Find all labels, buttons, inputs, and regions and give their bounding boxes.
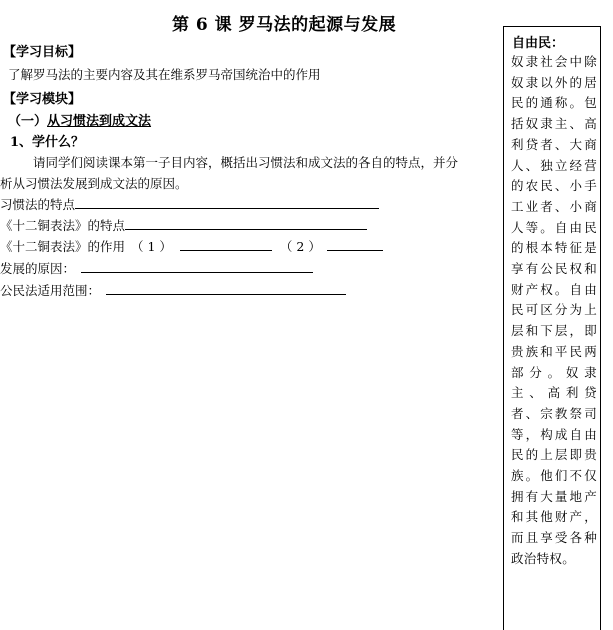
civil-law-scope-row: [0, 281, 346, 299]
twelve-tables-role-label: 《十二铜表法》的作用: [0, 239, 126, 254]
civil-law-scope-label: 公民法适用范围：: [0, 283, 101, 298]
role-blank-1[interactable]: [180, 238, 272, 251]
page-title: 第 6 课 罗马法的起源与发展: [172, 15, 397, 35]
customary-law-blank[interactable]: [75, 196, 379, 209]
section-heading: [8, 110, 151, 129]
development-reason-label: 发展的原因：: [0, 261, 76, 276]
instruction-line-1: 请同学们阅读课本第一子目内容，概括出习惯法和成文法的各自的特点，并分: [33, 155, 459, 170]
objectives-text: 了解罗马法的主要内容及其在维系罗马帝国统治中的作用: [8, 67, 321, 82]
subheading: 1、学什么？: [10, 135, 85, 150]
role-marker-2: （ 2 ）: [279, 239, 321, 254]
section-label: （一）: [8, 114, 48, 129]
section-title: 从习惯法到成文法: [47, 114, 152, 129]
twelve-tables-features-blank[interactable]: [125, 217, 367, 230]
development-reason-blank[interactable]: [81, 260, 313, 273]
twelve-tables-role-row: [0, 237, 383, 255]
instruction-line-2: 析从习惯法发展到成文法的原因。: [0, 176, 188, 191]
modules-heading: 【学习模块】: [3, 92, 82, 107]
glossary-sidebar: [503, 26, 601, 630]
objectives-heading: 【学习目标】: [3, 45, 82, 60]
role-blank-2[interactable]: [327, 238, 383, 251]
civil-law-scope-blank[interactable]: [106, 282, 346, 295]
development-reason-row: [0, 259, 313, 277]
sidebar-title: 自由民：: [512, 36, 565, 51]
twelve-tables-features-row: [0, 216, 367, 234]
customary-law-label: 习惯法的特点: [0, 197, 76, 212]
twelve-tables-features-label: 《十二铜表法》的特点: [0, 218, 126, 233]
customary-law-row: [0, 195, 379, 213]
sidebar-body: 奴隶社会中除奴隶以外的居民的通称。包括奴隶主、高利贷者、大商人、独立经营的农民、小手工业者、小商人等。自由民的根本特征是享有公民权和财产权。自由民可区分为上层和下层，即贵族和平民两部分。奴隶主、高利贷者、宗教祭司等，构成自由民的上层即贵族。他们不仅拥有大量地产和其他财产，而且享受各种政治特权。: [511, 54, 597, 566]
role-marker-1: （ 1 ）: [131, 239, 172, 254]
